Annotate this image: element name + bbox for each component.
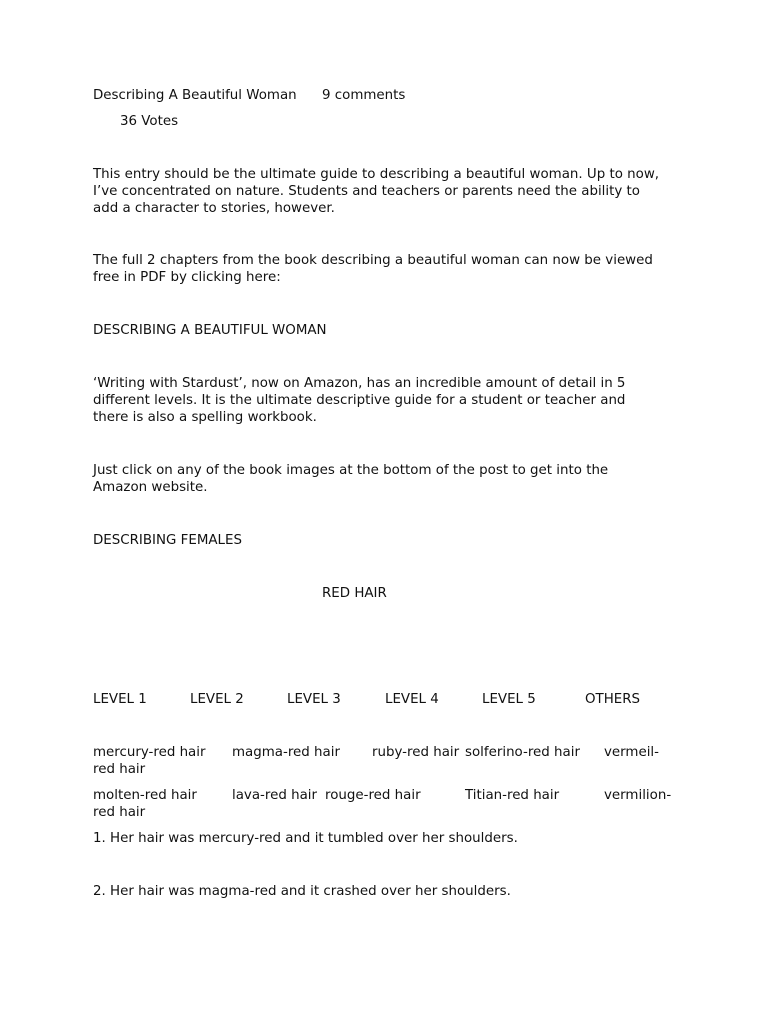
book-images-paragraph: Just click on any of the book images at the bottom of the post to get into the Amazon website. (93, 463, 609, 495)
table-header: LEVEL 5 (482, 692, 536, 707)
votes-count: 36 Votes (120, 114, 179, 129)
table-cell: vermilion- (604, 788, 672, 803)
example-sentence: 2. Her hair was magma-red and it crashed over her shoulders. (93, 884, 511, 899)
table-cell: rouge-red hair (325, 788, 421, 803)
table-cell: ruby-red hair (372, 745, 460, 760)
example-sentence: 1. Her hair was mercury-red and it tumbled over her shoulders. (93, 831, 518, 846)
intro-paragraph: This entry should be the ultimate guide to describing a beautiful woman. Up to now, I’ve concentrated on nature. Students and teachers or parents need the ability to add a character to stories, however. (93, 167, 660, 216)
article-title: Describing A Beautiful Woman (93, 88, 297, 103)
pdf-paragraph: The full 2 chapters from the book describing a beautiful woman can now be viewed free in PDF by clicking here: (93, 253, 653, 285)
table-cell: molten-red hair (93, 788, 197, 803)
subheading-describing-females: DESCRIBING FEMALES (93, 533, 242, 548)
table-header: OTHERS (585, 692, 641, 707)
table-header: LEVEL 4 (385, 692, 439, 707)
section-heading-red-hair: RED HAIR (322, 586, 387, 601)
amazon-paragraph: ‘Writing with Stardust’, now on Amazon, has an incredible amount of detail in 5 different levels. It is the ultimate descriptive guide for a student or teacher and there is also a spelling workbook. (93, 376, 626, 425)
table-cell-wrap: red hair (93, 805, 146, 820)
table-header: LEVEL 2 (190, 692, 244, 707)
table-cell: vermeil- (604, 745, 659, 760)
table-cell: solferino-red hair (465, 745, 580, 760)
table-cell: magma-red hair (232, 745, 340, 760)
subheading-beautiful-woman: DESCRIBING A BEAUTIFUL WOMAN (93, 323, 327, 338)
table-cell: lava-red hair (232, 788, 318, 803)
comments-count: 9 comments (322, 88, 406, 103)
table-cell: Titian-red hair (465, 788, 560, 803)
table-cell: mercury-red hair (93, 745, 206, 760)
table-header: LEVEL 3 (287, 692, 341, 707)
table-cell-wrap: red hair (93, 762, 146, 777)
table-header: LEVEL 1 (93, 692, 147, 707)
